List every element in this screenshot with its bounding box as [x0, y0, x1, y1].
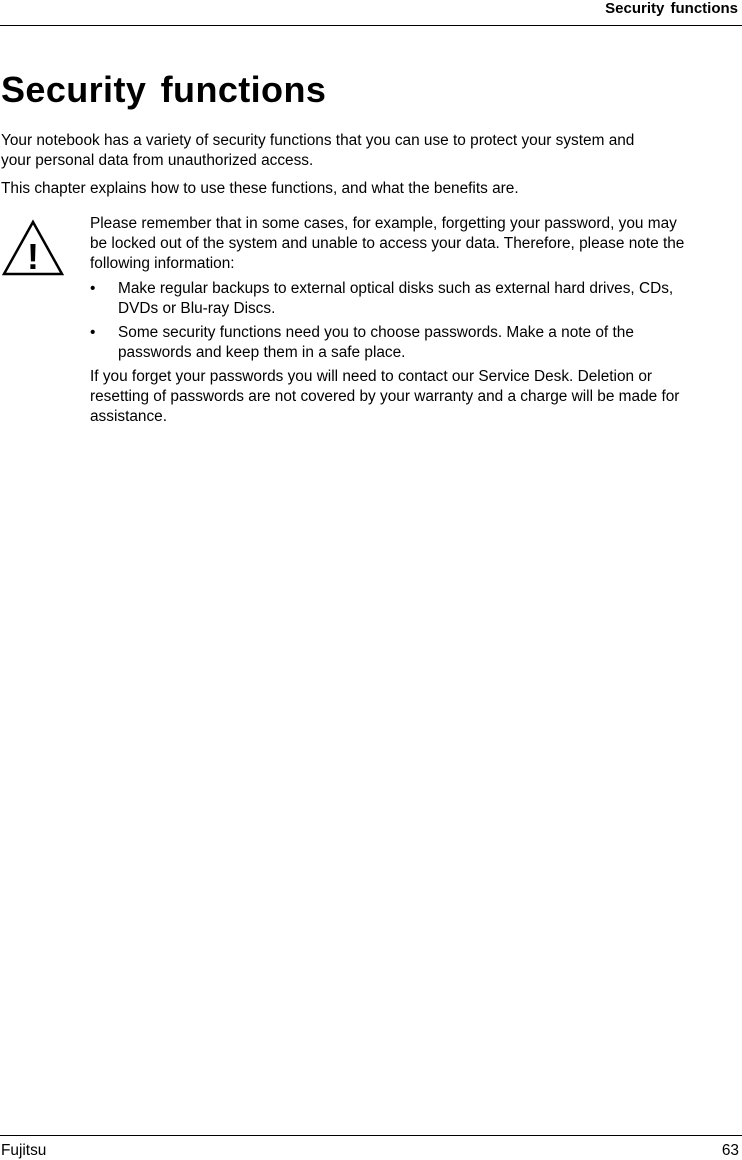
header-divider [0, 25, 742, 26]
running-header-title: Security functions [605, 0, 738, 17]
intro-paragraph-2: This chapter explains how to use these functions, and what the benefits are. [1, 180, 519, 197]
list-item [90, 279, 690, 319]
intro-paragraph-1: Your notebook has a variety of security functions that you can use to protect your system and your personal data from unauthorized access. [1, 132, 635, 169]
footer-brand: Fujitsu [1, 1142, 47, 1159]
note-lead-text: Please remember that in some cases, for example, forgetting your password, you may be locked out of the system and unable to access your data. Therefore, please note the following information: [90, 215, 685, 272]
bullet-mark: • [90, 324, 96, 341]
footer-divider [0, 1135, 742, 1136]
bullet-mark: • [90, 280, 96, 297]
page-title: Security functions [1, 69, 327, 110]
bullet-text-passwords: Some security functions need you to choose passwords. Make a note of the passwords and keep them in a safe place. [118, 324, 634, 361]
bullet-text-backups: Make regular backups to external optical disks such as external hard drives, CDs, DVDs or Blu-ray Discs. [118, 280, 674, 317]
note-bullet-list [90, 279, 690, 363]
footer-page-number: 63 [721, 1142, 739, 1159]
list-item [90, 323, 690, 363]
warning-triangle-icon [2, 219, 64, 277]
warning-exclamation-glyph: ! [27, 236, 39, 277]
warning-note [90, 214, 690, 427]
note-closing-text: If you forget your passwords you will need to contact our Service Desk. Deletion or resetting of passwords are not covered by your warranty and a charge will be made for assistance. [90, 368, 680, 425]
